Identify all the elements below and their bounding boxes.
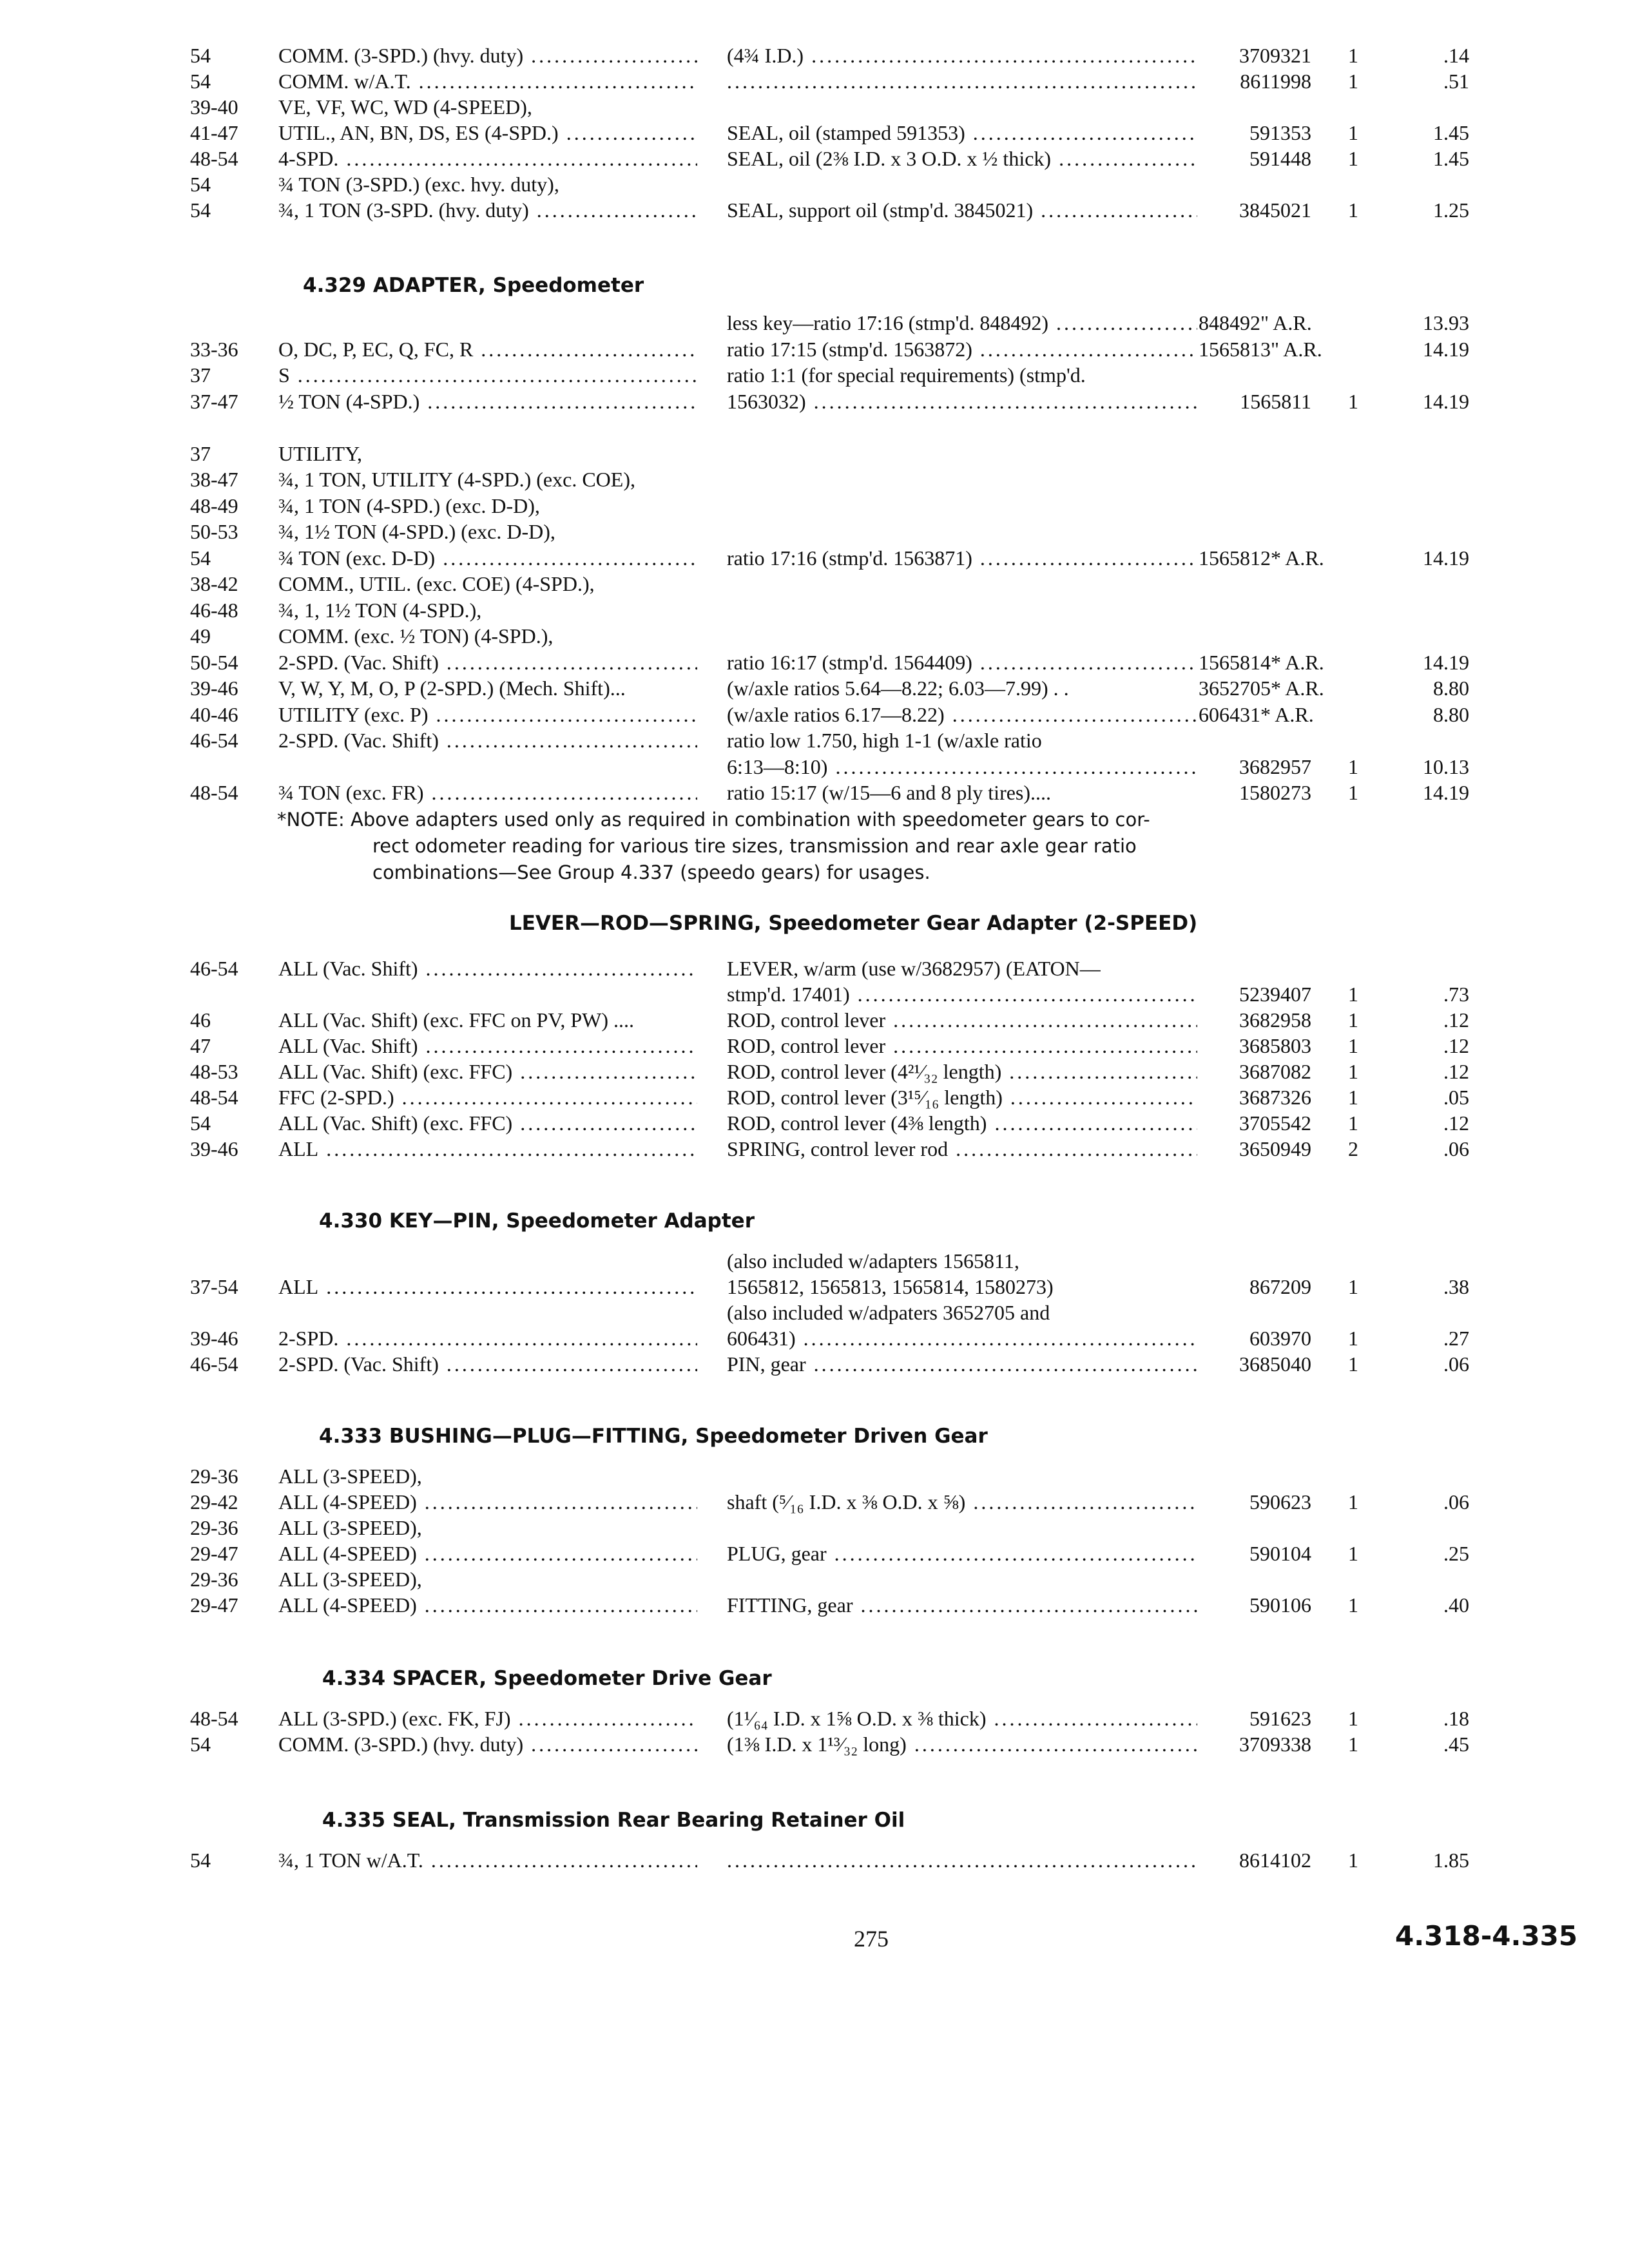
application: 2-SPD. (Vac. Shift) ..... xyxy=(278,727,697,754)
part-row xyxy=(0,1006,1629,1033)
part-number: 590104 xyxy=(1249,1542,1311,1565)
application: ALL (4-SPEED) ..... xyxy=(278,1540,697,1567)
application: 2-SPD. (Vac. Shift) ..... xyxy=(278,649,697,676)
description: SEAL, oil (stamped 591353) ..... xyxy=(727,119,1197,146)
footnote-line: rect odometer reading for various tire sizes, transmission and rear axle gear ratio xyxy=(372,835,1137,857)
section-heading: 4.333 BUSHING—PLUG—FITTING, Speedometer Driven Gear xyxy=(319,1425,988,1448)
part-row xyxy=(0,1540,1629,1567)
description: shaft (⁵⁄₁₆ I.D. x ⅜ O.D. x ⅝) ..... xyxy=(727,1488,1197,1515)
price: .12 xyxy=(1443,1111,1469,1135)
part-row xyxy=(0,544,1629,572)
price: 10.13 xyxy=(1423,754,1469,778)
part-number: 8611998 xyxy=(1240,70,1311,93)
description: ROD, control lever (3¹⁵⁄₁₆ length) ..... xyxy=(727,1084,1197,1111)
application: 4-SPD. ..... xyxy=(278,145,697,172)
model-years: 40-46 xyxy=(190,702,238,726)
description xyxy=(727,1847,1197,1874)
description: ratio 16:17 (stmp'd. 1564409) ..... xyxy=(727,649,1197,676)
model-years: 37 xyxy=(190,441,211,465)
price: .45 xyxy=(1443,1733,1469,1756)
price: .06 xyxy=(1443,1137,1469,1160)
description: PLUG, gear ..... xyxy=(727,1540,1197,1567)
application: VE, VF, WC, WD (4-SPEED), xyxy=(278,95,532,119)
model-years: 46-54 xyxy=(190,1352,238,1376)
application: COMM. (3-SPD.) (hvy. duty) ..... xyxy=(278,1731,697,1758)
part-number: 3650949 xyxy=(1239,1137,1311,1160)
part-number: 591623 xyxy=(1249,1707,1311,1730)
part-number: 1565811 xyxy=(1240,389,1311,413)
part-row xyxy=(0,1566,1629,1593)
price: 1.25 xyxy=(1433,198,1469,222)
price: 13.93 xyxy=(1423,311,1469,334)
description: ROD, control lever (4²¹⁄₃₂ length) ..... xyxy=(727,1058,1197,1085)
application: ¾ TON (exc. FR) ..... xyxy=(278,779,697,806)
description: FITTING, gear ..... xyxy=(727,1591,1197,1619)
description: ratio 15:17 (w/15—6 and 8 ply tires).... xyxy=(727,781,1052,804)
model-years: 46 xyxy=(190,1008,211,1032)
part-number: 3685803 xyxy=(1239,1034,1311,1057)
part-number: 848492" A.R. xyxy=(1199,311,1312,334)
part-row xyxy=(0,197,1629,224)
description: ratio low 1.750, high 1-1 (w/axle ratio xyxy=(727,729,1042,752)
model-years: 47 xyxy=(190,1034,211,1057)
part-row xyxy=(0,1847,1629,1874)
model-years: 29-47 xyxy=(190,1542,238,1565)
application: UTILITY (exc. P) ..... xyxy=(278,701,697,728)
section-heading: 4.334 SPACER, Speedometer Drive Gear xyxy=(322,1667,772,1690)
part-row xyxy=(0,388,1629,415)
price: 8.80 xyxy=(1433,702,1469,726)
quantity: 1 xyxy=(1348,70,1358,93)
quantity: 1 xyxy=(1348,781,1358,804)
part-row xyxy=(0,649,1629,676)
price: .06 xyxy=(1443,1490,1469,1514)
model-years: 54 xyxy=(190,173,211,196)
application: ALL (3-SPEED), xyxy=(278,1516,422,1539)
part-row xyxy=(0,955,1629,982)
description: (also included w/adapters 1565811, xyxy=(727,1249,1019,1273)
price: .14 xyxy=(1443,44,1469,67)
part-row xyxy=(0,1110,1629,1137)
part-row xyxy=(0,42,1629,69)
quantity: 1 xyxy=(1348,1086,1358,1109)
application: ALL (Vac. Shift) (exc. FFC) ..... xyxy=(278,1110,697,1137)
application: ¾, 1 TON w/A.T. ..... xyxy=(278,1847,697,1874)
part-number: 3845021 xyxy=(1239,198,1311,222)
part-number: 3652705* A.R. xyxy=(1199,677,1324,700)
description: (1⅜ I.D. x 1¹³⁄₃₂ long) ..... xyxy=(727,1731,1197,1758)
description: ROD, control lever ..... xyxy=(727,1006,1197,1033)
application: ¾ TON (3-SPD.) (exc. hvy. duty), xyxy=(278,173,559,196)
model-years: 29-47 xyxy=(190,1593,238,1617)
part-row xyxy=(0,727,1629,754)
price: 1.45 xyxy=(1433,147,1469,170)
application: ½ TON (4-SPD.) ..... xyxy=(278,388,697,415)
description: ratio 17:16 (stmp'd. 1563871) ..... xyxy=(727,544,1197,572)
description: LEVER, w/arm (use w/3682957) (EATON— xyxy=(727,957,1101,980)
quantity: 2 xyxy=(1348,1137,1358,1160)
model-years: 46-54 xyxy=(190,957,238,980)
application: ¾, 1 TON (3-SPD. (hvy. duty) ..... xyxy=(278,197,697,224)
part-row xyxy=(0,1514,1629,1541)
part-row xyxy=(0,440,1629,467)
model-years: 54 xyxy=(190,546,211,570)
model-years: 48-54 xyxy=(190,1707,238,1730)
model-years: 37 xyxy=(190,363,211,387)
description: (1¹⁄₆₄ I.D. x 1⅝ O.D. x ⅜ thick) ..... xyxy=(727,1705,1197,1732)
model-years: 33-36 xyxy=(190,337,238,361)
quantity: 1 xyxy=(1348,1542,1358,1565)
part-row xyxy=(0,309,1629,336)
model-years: 54 xyxy=(190,1849,211,1872)
part-row xyxy=(0,981,1629,1008)
quantity: 1 xyxy=(1348,754,1358,778)
model-years: 50-54 xyxy=(190,650,238,674)
part-number: 1565812* A.R. xyxy=(1199,546,1324,570)
application: ¾, 1, 1½ TON (4-SPD.), xyxy=(278,598,482,622)
section-heading: LEVER—ROD—SPRING, Speedometer Gear Adapter (2-SPEED) xyxy=(509,912,1198,935)
quantity: 1 xyxy=(1348,1352,1358,1376)
description: stmp'd. 17401) ..... xyxy=(727,981,1197,1008)
quantity: 1 xyxy=(1348,121,1358,144)
model-years: 54 xyxy=(190,44,211,67)
description: (w/axle ratios 5.64—8.22; 6.03—7.99) . . xyxy=(727,677,1069,700)
price: 1.85 xyxy=(1433,1849,1469,1872)
price: 14.19 xyxy=(1423,546,1469,570)
application: ALL (Vac. Shift) ..... xyxy=(278,955,697,982)
model-years: 39-46 xyxy=(190,1137,238,1160)
part-number: 590106 xyxy=(1249,1593,1311,1617)
application: FFC (2-SPD.) ..... xyxy=(278,1084,697,1111)
model-years: 37-54 xyxy=(190,1275,238,1298)
application: ALL (4-SPEED) ..... xyxy=(278,1591,697,1619)
description: SEAL, oil (2⅜ I.D. x 3 O.D. x ½ thick) ..... xyxy=(727,145,1197,172)
part-row xyxy=(0,1299,1629,1326)
quantity: 1 xyxy=(1348,44,1358,67)
model-years: 48-54 xyxy=(190,781,238,804)
price: 14.19 xyxy=(1423,389,1469,413)
part-row xyxy=(0,68,1629,95)
footnote-line: *NOTE: Above adapters used only as required in combination with speedometer gears to cor- xyxy=(277,809,1150,831)
part-number: 3709321 xyxy=(1239,44,1311,67)
model-years: 37-47 xyxy=(190,389,238,413)
description: ratio 17:15 (stmp'd. 1563872) ..... xyxy=(727,336,1197,363)
part-row xyxy=(0,622,1629,649)
part-row xyxy=(0,361,1629,389)
part-number: 867209 xyxy=(1249,1275,1311,1298)
description: 6:13—8:10) ..... xyxy=(727,753,1197,780)
price: 8.80 xyxy=(1433,677,1469,700)
model-years: 38-47 xyxy=(190,468,238,491)
application: UTIL., AN, BN, DS, ES (4-SPD.) ..... xyxy=(278,119,697,146)
description: less key—ratio 17:16 (stmp'd. 848492) ..... xyxy=(727,309,1197,336)
part-number: 5239407 xyxy=(1239,983,1311,1006)
quantity: 1 xyxy=(1348,1275,1358,1298)
price: .12 xyxy=(1443,1060,1469,1083)
price: 14.19 xyxy=(1423,781,1469,804)
description: (w/axle ratios 6.17—8.22) ..... xyxy=(727,701,1197,728)
quantity: 1 xyxy=(1348,1490,1358,1514)
description: (4¾ I.D.) ..... xyxy=(727,42,1197,69)
model-years: 29-36 xyxy=(190,1465,238,1488)
part-row xyxy=(0,336,1629,363)
quantity: 1 xyxy=(1348,389,1358,413)
model-years: 49 xyxy=(190,624,211,648)
application: ALL ..... xyxy=(278,1135,697,1162)
part-row xyxy=(0,779,1629,806)
part-row xyxy=(0,1591,1629,1619)
section-heading: 4.330 KEY—PIN, Speedometer Adapter xyxy=(319,1209,755,1233)
part-row xyxy=(0,1032,1629,1059)
application: COMM. w/A.T. ..... xyxy=(278,68,697,95)
part-number: 603970 xyxy=(1249,1327,1311,1350)
quantity: 1 xyxy=(1348,1707,1358,1730)
application: COMM. (3-SPD.) (hvy. duty) ..... xyxy=(278,42,697,69)
description: PIN, gear ..... xyxy=(727,1350,1197,1378)
model-years: 38-42 xyxy=(190,572,238,595)
part-row xyxy=(0,570,1629,597)
price: 1.45 xyxy=(1433,121,1469,144)
model-years: 48-49 xyxy=(190,494,238,517)
quantity: 1 xyxy=(1348,147,1358,170)
application: ALL (3-SPD.) (exc. FK, FJ) ..... xyxy=(278,1705,697,1732)
model-years: 39-46 xyxy=(190,1327,238,1350)
price: .51 xyxy=(1443,70,1469,93)
quantity: 1 xyxy=(1348,983,1358,1006)
part-number: 8614102 xyxy=(1239,1849,1311,1872)
part-row xyxy=(0,119,1629,146)
quantity: 1 xyxy=(1348,198,1358,222)
part-row xyxy=(0,1273,1629,1300)
application: ¾, 1 TON (4-SPD.) (exc. D-D), xyxy=(278,494,540,517)
description: ROD, control lever (4⅜ length) ..... xyxy=(727,1110,1197,1137)
part-number: 3687082 xyxy=(1239,1060,1311,1083)
part-number: 3682957 xyxy=(1239,754,1311,778)
part-row xyxy=(0,1135,1629,1162)
price: .27 xyxy=(1443,1327,1469,1350)
part-row xyxy=(0,753,1629,780)
part-number: 3705542 xyxy=(1239,1111,1311,1135)
model-years: 50-53 xyxy=(190,520,238,543)
application: 2-SPD. ..... xyxy=(278,1325,697,1352)
price: .73 xyxy=(1443,983,1469,1006)
application: ¾, 1 TON, UTILITY (4-SPD.) (exc. COE), xyxy=(278,468,635,491)
application: ALL (Vac. Shift) (exc. FFC on PV, PW) .... xyxy=(278,1008,634,1032)
price: .06 xyxy=(1443,1352,1469,1376)
quantity: 1 xyxy=(1348,1593,1358,1617)
price: .18 xyxy=(1443,1707,1469,1730)
model-years: 48-53 xyxy=(190,1060,238,1083)
part-number: 1580273 xyxy=(1239,781,1311,804)
part-row xyxy=(0,1350,1629,1378)
description: 1565812, 1565813, 1565814, 1580273) xyxy=(727,1275,1054,1298)
price: .40 xyxy=(1443,1593,1469,1617)
quantity: 1 xyxy=(1348,1849,1358,1872)
quantity: 1 xyxy=(1348,1008,1358,1032)
model-years: 54 xyxy=(190,1111,211,1135)
application: V, W, Y, M, O, P (2-SPD.) (Mech. Shift)... xyxy=(278,677,626,700)
part-row xyxy=(0,93,1629,120)
description: 1563032) ..... xyxy=(727,388,1197,415)
part-number: 1565814* A.R. xyxy=(1199,650,1324,674)
application: ALL (Vac. Shift) (exc. FFC) ..... xyxy=(278,1058,697,1085)
part-number: 3682958 xyxy=(1239,1008,1311,1032)
quantity: 1 xyxy=(1348,1327,1358,1350)
model-years: 46-48 xyxy=(190,598,238,622)
part-row xyxy=(0,171,1629,198)
model-years: 39-46 xyxy=(190,677,238,700)
part-number: 3687326 xyxy=(1239,1086,1311,1109)
part-number: 606431* A.R. xyxy=(1199,702,1314,726)
price: .38 xyxy=(1443,1275,1469,1298)
part-row xyxy=(0,675,1629,702)
part-number: 3709338 xyxy=(1239,1733,1311,1756)
application: O, DC, P, EC, Q, FC, R ..... xyxy=(278,336,697,363)
part-row xyxy=(0,414,1629,441)
model-years: 29-42 xyxy=(190,1490,238,1514)
description xyxy=(727,68,1197,95)
part-row xyxy=(0,1705,1629,1732)
price: 14.19 xyxy=(1423,337,1469,361)
description: (also included w/adpaters 3652705 and xyxy=(727,1301,1050,1324)
part-number: 1565813" A.R. xyxy=(1199,337,1322,361)
model-years: 54 xyxy=(190,70,211,93)
model-years: 46-54 xyxy=(190,729,238,752)
price: .12 xyxy=(1443,1034,1469,1057)
application: ALL (3-SPEED), xyxy=(278,1568,422,1591)
model-years: 48-54 xyxy=(190,1086,238,1109)
application: UTILITY, xyxy=(278,441,363,465)
part-number: 3685040 xyxy=(1239,1352,1311,1376)
quantity: 1 xyxy=(1348,1733,1358,1756)
application: ALL (3-SPEED), xyxy=(278,1465,422,1488)
application: COMM., UTIL. (exc. COE) (4-SPD.), xyxy=(278,572,595,595)
part-row xyxy=(0,1325,1629,1352)
application: ¾ TON (exc. D-D) ..... xyxy=(278,544,697,572)
part-row xyxy=(0,1488,1629,1515)
price: .25 xyxy=(1443,1542,1469,1565)
model-years: 39-40 xyxy=(190,95,238,119)
model-years: 48-54 xyxy=(190,147,238,170)
price: 14.19 xyxy=(1423,650,1469,674)
application: 2-SPD. (Vac. Shift) ..... xyxy=(278,1350,697,1378)
application: ALL ..... xyxy=(278,1273,697,1300)
description: SPRING, control lever rod ..... xyxy=(727,1135,1197,1162)
part-row xyxy=(0,466,1629,493)
description: ROD, control lever ..... xyxy=(727,1032,1197,1059)
model-years: 41-47 xyxy=(190,121,238,144)
description: 606431) ..... xyxy=(727,1325,1197,1352)
part-row xyxy=(0,1247,1629,1274)
application: ALL (Vac. Shift) ..... xyxy=(278,1032,697,1059)
section-heading: 4.329 ADAPTER, Speedometer xyxy=(303,274,644,297)
quantity: 1 xyxy=(1348,1060,1358,1083)
model-years: 29-36 xyxy=(190,1516,238,1539)
application: S ..... xyxy=(278,361,697,389)
model-years: 54 xyxy=(190,198,211,222)
quantity: 1 xyxy=(1348,1034,1358,1057)
part-row xyxy=(0,1463,1629,1490)
price: .05 xyxy=(1443,1086,1469,1109)
application: ALL (4-SPEED) ..... xyxy=(278,1488,697,1515)
application: COMM. (exc. ½ TON) (4-SPD.), xyxy=(278,624,554,648)
part-number: 591448 xyxy=(1249,147,1311,170)
part-row xyxy=(0,1731,1629,1758)
model-years: 54 xyxy=(190,1733,211,1756)
price: .12 xyxy=(1443,1008,1469,1032)
footnote-line: combinations—See Group 4.337 (speedo gears) for usages. xyxy=(372,861,930,883)
page-group-range: 4.318-4.335 xyxy=(1395,1920,1578,1952)
description: SEAL, support oil (stmp'd. 3845021) ..... xyxy=(727,197,1197,224)
part-row xyxy=(0,145,1629,172)
section-heading: 4.335 SEAL, Transmission Rear Bearing Retainer Oil xyxy=(322,1809,905,1832)
part-row xyxy=(0,1058,1629,1085)
part-row xyxy=(0,701,1629,728)
application: ¾, 1½ TON (4-SPD.) (exc. D-D), xyxy=(278,520,555,543)
part-row xyxy=(0,1084,1629,1111)
part-number: 591353 xyxy=(1249,121,1311,144)
part-row xyxy=(0,518,1629,545)
description: ratio 1:1 (for special requirements) (stmp'd. xyxy=(727,363,1086,387)
part-row xyxy=(0,492,1629,519)
part-number: 590623 xyxy=(1249,1490,1311,1514)
model-years: 29-36 xyxy=(190,1568,238,1591)
page-number: 275 xyxy=(854,1926,889,1952)
part-row xyxy=(0,597,1629,624)
quantity: 1 xyxy=(1348,1111,1358,1135)
